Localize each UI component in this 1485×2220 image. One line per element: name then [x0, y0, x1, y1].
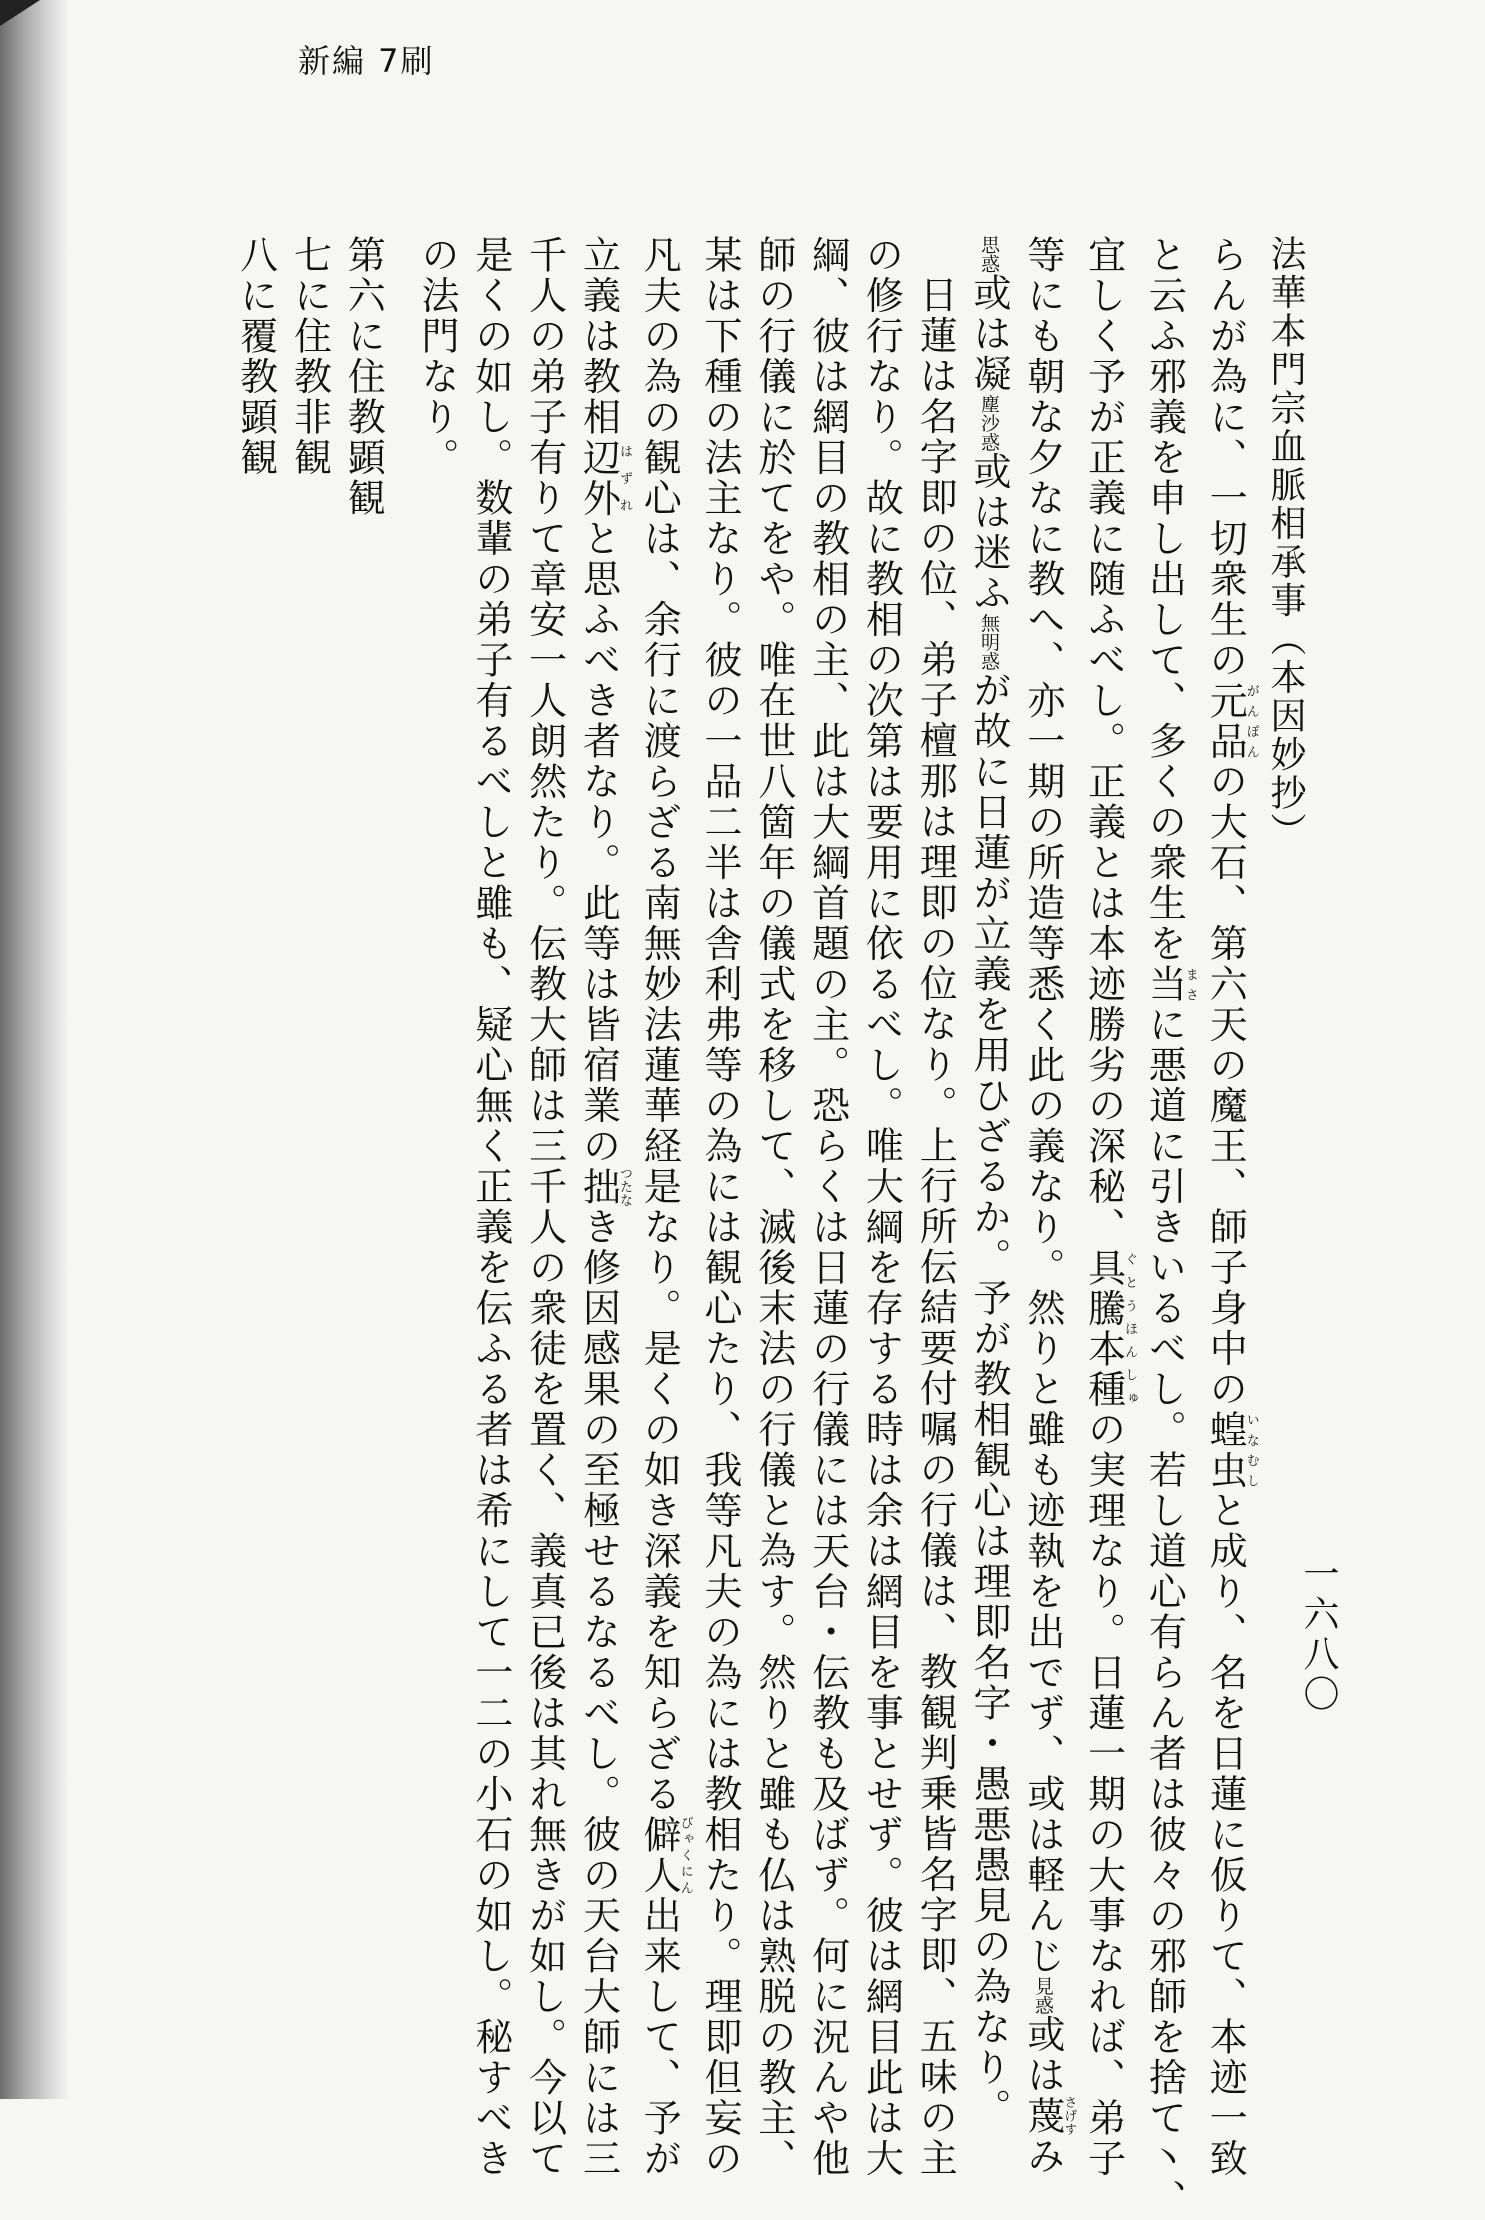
text-line-1: らんが為に、一切衆生の元品がんぽんの大石、第六天の魔王、師子身中の蝗虫いなむしと成り、名を日蓮に仮りて、本迹一致	[1203, 235, 1259, 2179]
text-line-14: 是くの如し。数輩の弟子有るべしと雖も、疑心無く正義を伝ふる者は希にして一二の小石の如し。秘すべき	[468, 235, 513, 2179]
wari-kenwaku: 見惑	[1031, 1976, 1054, 2015]
text-line-4: 等にも朝な夕なに教へ、亦一期の所造等悉く此の義なり。然りと雖も迹執を出でず、或は軽んじ見惑或は蔑さげすみ	[1020, 235, 1077, 2177]
ruby-tsutana: つたな	[616, 1166, 632, 1207]
heading-8: 八に覆教顕観	[233, 235, 278, 478]
wari-mumyowaku: 無明惑	[978, 613, 1001, 671]
text-line-2: と云ふ邪義を申し出して、多くの衆生を当まさに悪道に引きいるべし。若し道心有らん者は彼々の邪師を捨て丶、	[1142, 235, 1198, 2220]
ruby-masa: まさ	[1182, 964, 1198, 1005]
ruby-gutohonshu: ぐとうほんしゅ	[1122, 1247, 1138, 1410]
ruby-ganpon: がんぽん	[1243, 680, 1259, 762]
text-line-6: 日蓮は名字即の位、弟子檀那は理即の位なり。上行所伝結要付嘱の行儀は、教観判乗皆名字即、五味の主	[913, 275, 958, 2179]
section-spacer	[389, 235, 409, 1835]
ruby-inamushi: いなむし	[1243, 1409, 1259, 1491]
text-line-11: 凡夫の為の観心は、余行に渡らざる南無妙法蓮華経是なり。是くの如き深義を知らざる僻人びゃくにん出来して、予が	[637, 235, 693, 2179]
text-line-7: の修行なり。故に教相の次第は要用に依るべし。唯大綱を存する時は余は網目を事とせず。彼は網目此は大	[859, 235, 904, 2179]
text-line-5: 思惑或は凝塵沙惑或は迷ふ無明惑が故に日蓮が立義を用ひざるか。予が教相観心は理即名字・愚悪愚見の為なり。	[967, 235, 1012, 2129]
vertical-text-body	[130, 235, 1312, 2220]
wari-shiwaku: 思惑	[978, 235, 1001, 273]
heading-6: 第六に住教顕観	[341, 235, 386, 519]
page-number: 一六八〇	[1298, 1555, 1339, 1715]
ruby-hazure: はずれ	[616, 437, 632, 519]
text-line-13: 千人の弟子有りて章安一人朗然たり。伝教大師は三千人の衆徒を置く、義真已後は其れ無きが如し。今以て	[522, 235, 567, 2179]
ruby-byakunin: びゃくにん	[677, 1814, 693, 1896]
text-line-12: 立義は教相辺外はずれと思ふべき者なり。此等は皆宿業の拙つたなき修因感果の至極せるなるべし。彼の天台大師には三	[576, 235, 632, 2179]
text-line-10: 某は下種の法主なり。彼の一品二半は舎利弗等の為には観心たり、我等凡夫の為には教相たり。理即但妄の	[698, 235, 743, 2179]
text-line-15: の法門なり。	[415, 235, 460, 478]
wari-jinjawaku: 塵沙惑	[978, 394, 1001, 452]
ruby-sagesu: さげす	[1061, 2095, 1077, 2136]
text-line-9: 師の行儀に於てをや。唯在世八箇年の儀式を移して、滅後末法の行儀と為す。然りと雖も仏は熟脱の教主、	[751, 235, 796, 2179]
text-line-3: 宜しく予が正義に随ふべし。正義とは本迹勝劣の深秘、具騰本種ぐとうほんしゅの実理なり。日蓮一期の大事なれば、弟子	[1081, 235, 1138, 2179]
section-title: 法華本門宗血脈相承事（本因妙抄）	[1265, 235, 1306, 851]
heading-7: 七に住教非観	[287, 235, 332, 478]
corner-mark	[0, 0, 40, 26]
edition-label: 新編 7刷	[298, 42, 435, 80]
text-line-8: 綱、彼は網目の教相の主、此は大綱首題の主。恐らくは日蓮の行儀には天台・伝教も及ばず。何に況んや他	[805, 235, 850, 2179]
binding-shadow	[0, 0, 70, 2099]
